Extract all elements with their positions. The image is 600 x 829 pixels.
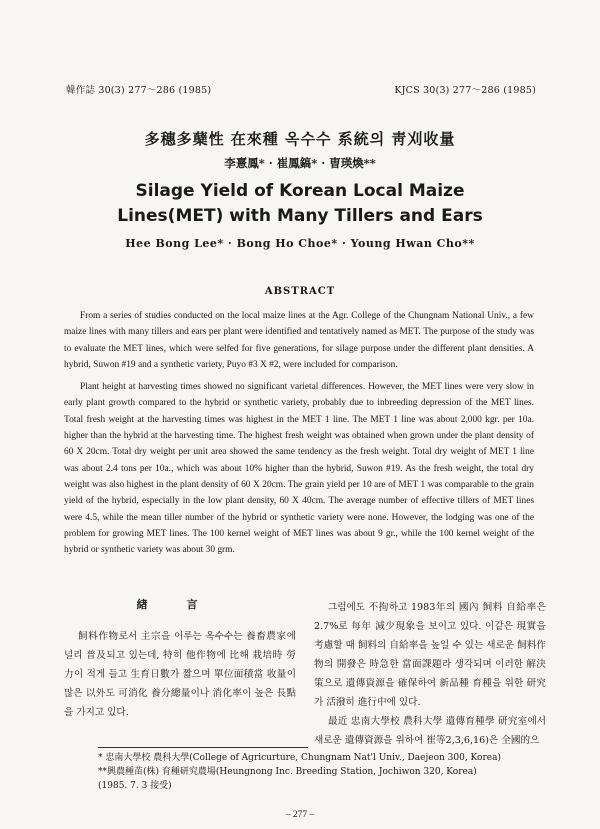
journal-header-english: KJCS 30(3) 277～286 (1985) [394, 85, 536, 96]
abstract-paragraph-2: Plant height at harvesting times showed no significant varietal differences. However, the MET lines were very slow in early plant growth compared to the hybrid or synthetic variety, probably due to inbreeding depression of the MET lines. Total fresh weight at the harvesting times was highest in the MET 1 line. The MET 1 line was about 2,000 kgr. per 10a. higher than the hybrid at the harvesting time. The highest fresh weight was obtained when grown under the plant density of 60 X 20cm. Total dry weight per unit area showed the same tendency as the fresh weight. Total dry weight of MET 1 line was about 2.4 tons per 10a., which was about 10% higher than the hybrid, Suwon #19. As the fresh weight, the total dry weight was also highest in the plant density of 60 X 20cm. The grain yield per 10 are of MET 1 was comparable to the grain yield of the hybrid, especially in the low plant density, 60 X 40cm. The average number of effective tillers of MET lines were 4.5, while the mean tiller number of the hybrid or synthetic variety were none. However, the lodging was one of the problem for growing MET lines. The 100 kernel weight of MET lines was about 9 gr., while the 100 kernel weight of the hybrid or synthetic variety was about 30 grm. [64, 382, 534, 556]
abstract-paragraph-1: From a series of studies conducted on the local maize lines at the Agr. College of the Chungnam National Univ., a few maize lines with many tillers and ears per plant were identified and tentatively named as MET. The purpose of the study was to evaluate the MET lines, which were selfed for five generations, for silage purpose under the different plant densities. A hybrid, Suwon #19 and a synthetic variety, Puyo #3 X #2, were included for comparison. [64, 311, 534, 370]
title-english-line1: Silage Yield of Korean Local Maize [135, 181, 465, 201]
footnote-divider [98, 747, 308, 748]
title-english [0, 179, 600, 229]
intro-left-column [64, 627, 296, 722]
section-heading-introduction: 緖 言 [136, 598, 212, 611]
intro-left-paragraph: 飼料作物로서 主宗을 이루는 옥수수는 養畜農家에 널리 普及되고 있는데, 特히 他作物에 比해 栽培時 勞力이 적게 들고 生育日數가 짧으며 單位面積當 收量이 많은 以外도 可消化 養分總量이나 消化率이 높은 長點을 가지고 있다. [64, 631, 296, 718]
intro-right-paragraph-1: 그럼에도 不拘하고 1983年의 國內 飼料 自給率은 2.7%로 每年 減少現象을 보이고 있다. 이같은 現實을 考慮할 때 飼料의 自給率을 높일 수 있는 새로운 飼料作物의 開發은 時急한 當面課題라 생각되며 이러한 解決策으로 遺傳資源을 確保하여 新品種 育種을 위한 研究가 活潑히 進行中에 있다. [314, 602, 546, 708]
authors-english: Hee Bong Lee* · Bong Ho Choe* · Young Hwan Cho** [125, 237, 475, 250]
intro-right-paragraph-2: 最近 忠南大學校 農科大學 遺傳育種學 研究室에서 새로운 遺傳資源을 위하여 崔等2,3,6,16)은 全國的으 [314, 716, 546, 746]
intro-right-column [314, 598, 546, 750]
title-english-line2: Lines(MET) with Many Tillers and Ears [117, 206, 483, 226]
footnote-affiliation-2: **興農種苗(株) 育種研究農場(Heungnong Inc. Breeding Station, Jochiwon 320, Korea) [98, 767, 477, 777]
footnote-affiliation-1: * 忠南大學校 農科大學(College of Agricurture, Chungnam Nat'l Univ., Daejeon 300, Korea) [98, 753, 501, 763]
footnote-received-date: (1985. 7. 3 接受) [98, 781, 172, 791]
authors-korean: 李憙鳳* · 崔鳳鎬* · 曺瑛煥** [224, 156, 376, 170]
abstract-body [64, 308, 534, 564]
abstract-heading: ABSTRACT [264, 286, 336, 297]
title-korean: 多穗多蘖性 在來種 옥수수 系統의 靑刈收量 [144, 130, 456, 148]
journal-header-korean: 韓作誌 30(3) 277～286 (1985) [66, 85, 212, 96]
page-number: – 277 – [285, 810, 315, 820]
